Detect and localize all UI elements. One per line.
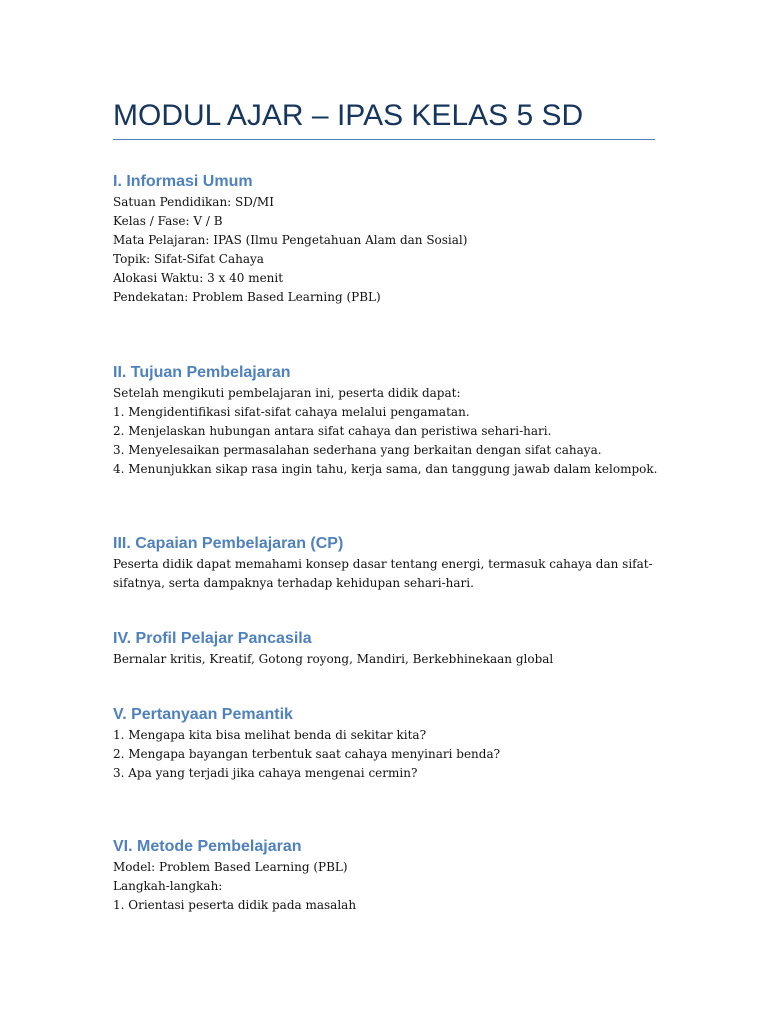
- section-body: [113, 384, 658, 479]
- section-body: [113, 726, 655, 783]
- metode-model: Model: Problem Based Learning (PBL): [113, 860, 348, 874]
- metode-langkah-item: 1. Orientasi peserta didik pada masalah: [113, 898, 357, 913]
- info-line-kelas: Kelas / Fase: V / B: [113, 214, 223, 229]
- pertanyaan-item: 3. Apa yang terjadi jika cahaya mengenai cermin?: [113, 766, 418, 781]
- info-line-satuan: Satuan Pendidikan: SD/MI: [113, 195, 274, 209]
- section-body: [113, 555, 655, 593]
- section-informasi-umum: [113, 171, 655, 308]
- pertanyaan-item: 1. Mengapa kita bisa melihat benda di sekitar kita?: [113, 728, 427, 742]
- tujuan-item: 3. Menyelesaikan permasalahan sederhana yang berkaitan dengan sifat cahaya.: [113, 443, 602, 458]
- section-heading: VI. Metode Pembelajaran: [113, 838, 302, 855]
- section-heading: II. Tujuan Pembelajaran: [113, 364, 291, 381]
- section-heading: IV. Profil Pelajar Pancasila: [113, 630, 312, 647]
- section-pertanyaan-pemantik: [113, 704, 655, 783]
- tujuan-intro: Setelah mengikuti pembelajaran ini, peserta didik dapat:: [113, 386, 461, 400]
- pertanyaan-item: 2. Mengapa bayangan terbentuk saat cahaya menyinari benda?: [113, 747, 501, 762]
- section-heading: V. Pertanyaan Pemantik: [113, 706, 293, 723]
- info-line-topik: Topik: Sifat-Sifat Cahaya: [113, 252, 264, 267]
- capaian-text-line: Peserta didik dapat memahami konsep dasar tentang energi, termasuk cahaya dan sifat-: [113, 557, 653, 571]
- section-heading: I. Informasi Umum: [113, 173, 253, 190]
- section-capaian-pembelajaran: [113, 533, 655, 593]
- section-metode-pembelajaran: [113, 836, 655, 915]
- title-underline: [113, 139, 655, 140]
- info-line-pendekatan: Pendekatan: Problem Based Learning (PBL): [113, 290, 381, 305]
- section-body: [113, 193, 655, 308]
- tujuan-item: 2. Menjelaskan hubungan antara sifat cahaya dan peristiwa sehari-hari.: [113, 424, 552, 439]
- metode-langkah-label: Langkah-langkah:: [113, 879, 223, 894]
- tujuan-item: 4. Menunjukkan sikap rasa ingin tahu, kerja sama, dan tanggung jawab dalam kelompok.: [113, 462, 658, 477]
- section-body: [113, 858, 655, 915]
- section-tujuan-pembelajaran: [113, 362, 658, 479]
- info-line-mapel: Mata Pelajaran: IPAS (Ilmu Pengetahuan Alam dan Sosial): [113, 233, 468, 248]
- section-heading: III. Capaian Pembelajaran (CP): [113, 535, 344, 552]
- tujuan-item: 1. Mengidentifikasi sifat-sifat cahaya melalui pengamatan.: [113, 405, 470, 420]
- capaian-text-line: sifatnya, serta dampaknya terhadap kehidupan sehari-hari.: [113, 576, 474, 591]
- profil-text: Bernalar kritis, Kreatif, Gotong royong, Mandiri, Berkebhinekaan global: [113, 652, 554, 666]
- document-page: [113, 0, 658, 1024]
- section-body: [113, 650, 655, 669]
- document-title: MODUL AJAR – IPAS KELAS 5 SD: [113, 99, 584, 132]
- info-line-alokasi: Alokasi Waktu: 3 x 40 menit: [113, 271, 284, 286]
- section-profil-pelajar-pancasila: [113, 628, 655, 669]
